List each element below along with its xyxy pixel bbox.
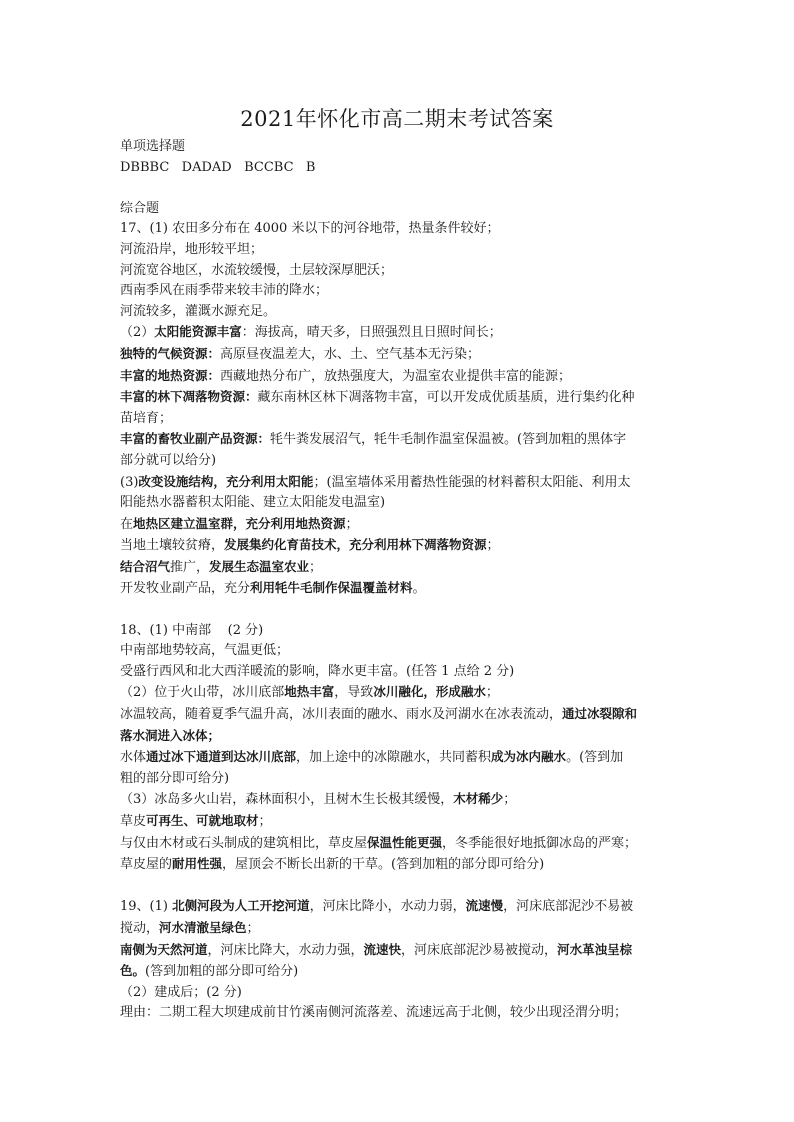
choice-answers: DBBBC DADAD BCCBC B [120, 159, 316, 175]
answer-segment: ； [246, 920, 260, 936]
bold-answer-segment: 流速快 [363, 941, 402, 957]
answer-segment: 水体 [120, 750, 147, 766]
answer-line [120, 811, 680, 833]
answer-line [120, 940, 680, 962]
answer-segment: （2）位于火山带，冰川底部 [120, 685, 285, 701]
bold-answer-segment: 丰富的畜牧业副产品资源： [120, 431, 271, 447]
bold-answer-segment: 河水革浊呈棕 [557, 941, 633, 957]
answer-segment: (3) [120, 474, 139, 490]
answer-segment: 苗培育； [120, 410, 173, 426]
answer-segment: ； [485, 685, 499, 701]
answer-line [120, 983, 680, 1004]
answer-segment: ； [345, 516, 359, 532]
answer-segment: 开发牧业副产品，充分 [120, 581, 251, 597]
answer-line [120, 451, 680, 472]
answer-line [120, 493, 680, 514]
answer-segment: （3）冰岛多火山岩，森林面积小，且树木生长极其缓慢， [120, 792, 454, 808]
answer-segment: 阳能热水器蓄积太阳能、建立太阳能发电温室) [120, 495, 386, 511]
answer-segment: 当地土壤较贫瘠， [120, 538, 225, 554]
bold-answer-segment: 河水清澈呈绿色 [159, 919, 247, 935]
bold-answer-segment: 可再生、可就地取材 [146, 813, 259, 828]
answer-line [120, 769, 680, 790]
answer-line [120, 896, 680, 918]
answer-line [120, 261, 680, 282]
answer-segment: 河流较多，灌溉水源充足。 [120, 303, 277, 319]
answer-segment: 河流宽谷地区，水流较缓慢，土层较深厚肥沃； [120, 262, 394, 278]
bold-answer-segment: 通过冰裂隙和 [562, 706, 638, 722]
answer-lines [120, 219, 680, 1024]
answer-segment: 高原昼夜温差大，水、土、空气基本无污染； [220, 346, 481, 362]
bold-answer-segment: 利用牦牛毛制作保温覆盖材料 [250, 580, 413, 596]
bold-answer-segment: 南侧为天然河道 [120, 941, 208, 957]
bold-answer-segment: 丰富的林下凋落物资源： [120, 389, 258, 405]
bold-answer-segment: 通过冰下通道到达冰川底部 [146, 749, 297, 765]
answer-line [120, 409, 680, 430]
answer-line [120, 429, 680, 451]
answer-line [120, 302, 680, 323]
bold-answer-segment: 冰川融化，形成融水 [373, 684, 486, 700]
answer-segment: ，屋顶会不断长出新的干草。(答到加粗的部分即可给分) [222, 857, 545, 873]
answer-segment: (答到加粗的部分即可给分) [145, 964, 299, 980]
answer-line [120, 472, 680, 494]
answer-segment: ，河床底部泥沙不易被 [503, 899, 634, 915]
answer-segment: 搅动， [120, 920, 160, 936]
answer-line [120, 1003, 680, 1024]
answer-segment: ； [309, 559, 323, 575]
answer-segment: 。 [412, 581, 426, 597]
answer-segment: 理由：二期工程大坝建成前甘竹溪南侧河流落差、流速远高于北侧，较少出现泾渭分明； [120, 1005, 628, 1021]
answer-segment: 推广， [170, 559, 210, 575]
answer-segment: 与仅由木材或石头制成的建筑相比，草皮屋 [120, 835, 368, 851]
answer-segment: 粗的部分即可给分) [120, 770, 230, 786]
answer-segment: 冰温较高，随着夏季气温升高，冰川表面的融水、雨水及河湖水在冰表流动， [120, 707, 563, 723]
bold-answer-segment: 发展集约化育苗技术，充分利用林下凋落物资源 [224, 537, 487, 553]
bold-answer-segment: 落水洞进入冰体； [120, 727, 221, 743]
answer-segment: 中南部地势较高，气温更低； [120, 643, 290, 659]
document-title: 2021年怀化市高二期末考试答案 [240, 107, 554, 131]
bold-answer-segment: 丰富的地热资源： [120, 367, 221, 383]
document-body [120, 137, 680, 1024]
answer-line [120, 578, 680, 600]
answer-line [120, 682, 680, 704]
answer-segment: （2）建成后；(2 分) [120, 984, 242, 1000]
bold-answer-segment: 结合沼气 [120, 558, 171, 574]
answer-line [120, 641, 680, 662]
answer-line [120, 281, 680, 302]
answer-line [120, 747, 680, 769]
answer-segment: 牦牛粪发展沼气，牦牛毛制作温室保温被。(答到加粗的黑体字 [270, 432, 627, 448]
answer-line [120, 366, 680, 388]
answer-segment: 18、(1) 中南部 (2 分) [120, 622, 264, 638]
bold-answer-segment: 地热丰富 [284, 684, 335, 700]
answer-segment: ：海拔高，晴天多，日照强烈且日照时间长； [241, 325, 502, 341]
bold-answer-segment: 流速慢 [465, 898, 504, 914]
answer-line [120, 833, 680, 855]
answer-segment: ； [258, 814, 272, 829]
answer-segment: 受盛行西风和北大西洋暖流的影响，降水更丰富。(任答 1 点给 2 分) [120, 663, 515, 679]
answer-line [120, 344, 680, 366]
answer-line [120, 387, 680, 409]
answer-line [120, 557, 680, 579]
answer-segment: 在 [120, 516, 134, 532]
bold-answer-segment: 耐用性强 [172, 856, 223, 872]
answer-segment: ，冬季能很好地抵御冰岛的严寒； [442, 835, 638, 851]
answer-segment: ； [503, 792, 517, 808]
answer-segment: 西藏地热分布广，放热强度大，为温室农业提供丰富的能源； [220, 368, 572, 384]
blank-line [120, 178, 680, 199]
answer-segment: 部分就可以给分) [120, 452, 217, 468]
answer-line [120, 662, 680, 683]
answer-line [120, 240, 680, 261]
bold-answer-segment: 发展生态温室农业 [209, 558, 310, 574]
bold-answer-segment: 地热区建立温室群，充分利用地热资源 [133, 515, 346, 531]
answer-line [120, 726, 680, 748]
answer-segment: 西南季风在雨季带来较丰沛的降水； [120, 283, 329, 299]
answer-line [120, 514, 680, 536]
answer-segment: 藏东南林区林下凋落物丰富，可以开发成优质基质，进行集约化种 [257, 390, 635, 406]
answer-line [120, 789, 680, 811]
answer-line [120, 621, 680, 642]
answer-line [120, 219, 680, 240]
answer-segment: 草皮 [120, 814, 147, 829]
section-heading-comprehensive: 综合题 [120, 200, 160, 216]
bold-answer-segment: 木材稀少 [453, 791, 504, 807]
answer-line [120, 704, 680, 726]
answer-line [120, 535, 680, 557]
blank-line [120, 600, 680, 621]
answer-line [120, 961, 680, 983]
answer-segment: 19、(1) [120, 899, 173, 915]
bold-answer-segment: 北侧河段为人工开挖河道 [172, 898, 310, 914]
blank-line [120, 876, 680, 897]
answer-line [120, 854, 680, 876]
answer-segment: 17、(1) 农田多分布在 4000 米以下的河谷地带，热量条件较好； [120, 221, 500, 237]
answer-segment: ，河床比降小，水动力弱， [309, 899, 466, 915]
answer-segment: （2） [120, 325, 155, 341]
answer-segment: ；(温室墙体采用蓄热性能强的材料蓄积太阳能、利用太 [313, 474, 631, 490]
answer-segment: 河流沿岸，地形较平坦； [120, 241, 264, 257]
answer-line [120, 918, 680, 940]
section-heading-single-choice: 单项选择题 [120, 139, 186, 154]
bold-answer-segment: 色。 [120, 963, 146, 979]
answer-line [120, 322, 680, 344]
answer-segment: ，河床底部泥沙易被搅动， [401, 942, 558, 958]
bold-answer-segment: 改变设施结构，充分利用太阳能 [138, 473, 314, 489]
answer-segment: ，加上途中的冰隙融水，共同蓄积 [296, 750, 492, 766]
answer-segment: 草皮屋的 [120, 857, 173, 873]
answer-segment: ，河床比降大，水动力强， [207, 942, 364, 958]
answer-segment: 。(答到加 [566, 750, 624, 766]
bold-answer-segment: 独特的气候资源： [120, 345, 221, 361]
bold-answer-segment: 保温性能更强 [367, 834, 443, 850]
bold-answer-segment: 太阳能资源丰富 [154, 324, 242, 340]
answer-segment: ，导致 [334, 685, 374, 701]
bold-answer-segment: 成为冰内融水 [491, 749, 567, 765]
answer-segment: ； [486, 538, 500, 554]
